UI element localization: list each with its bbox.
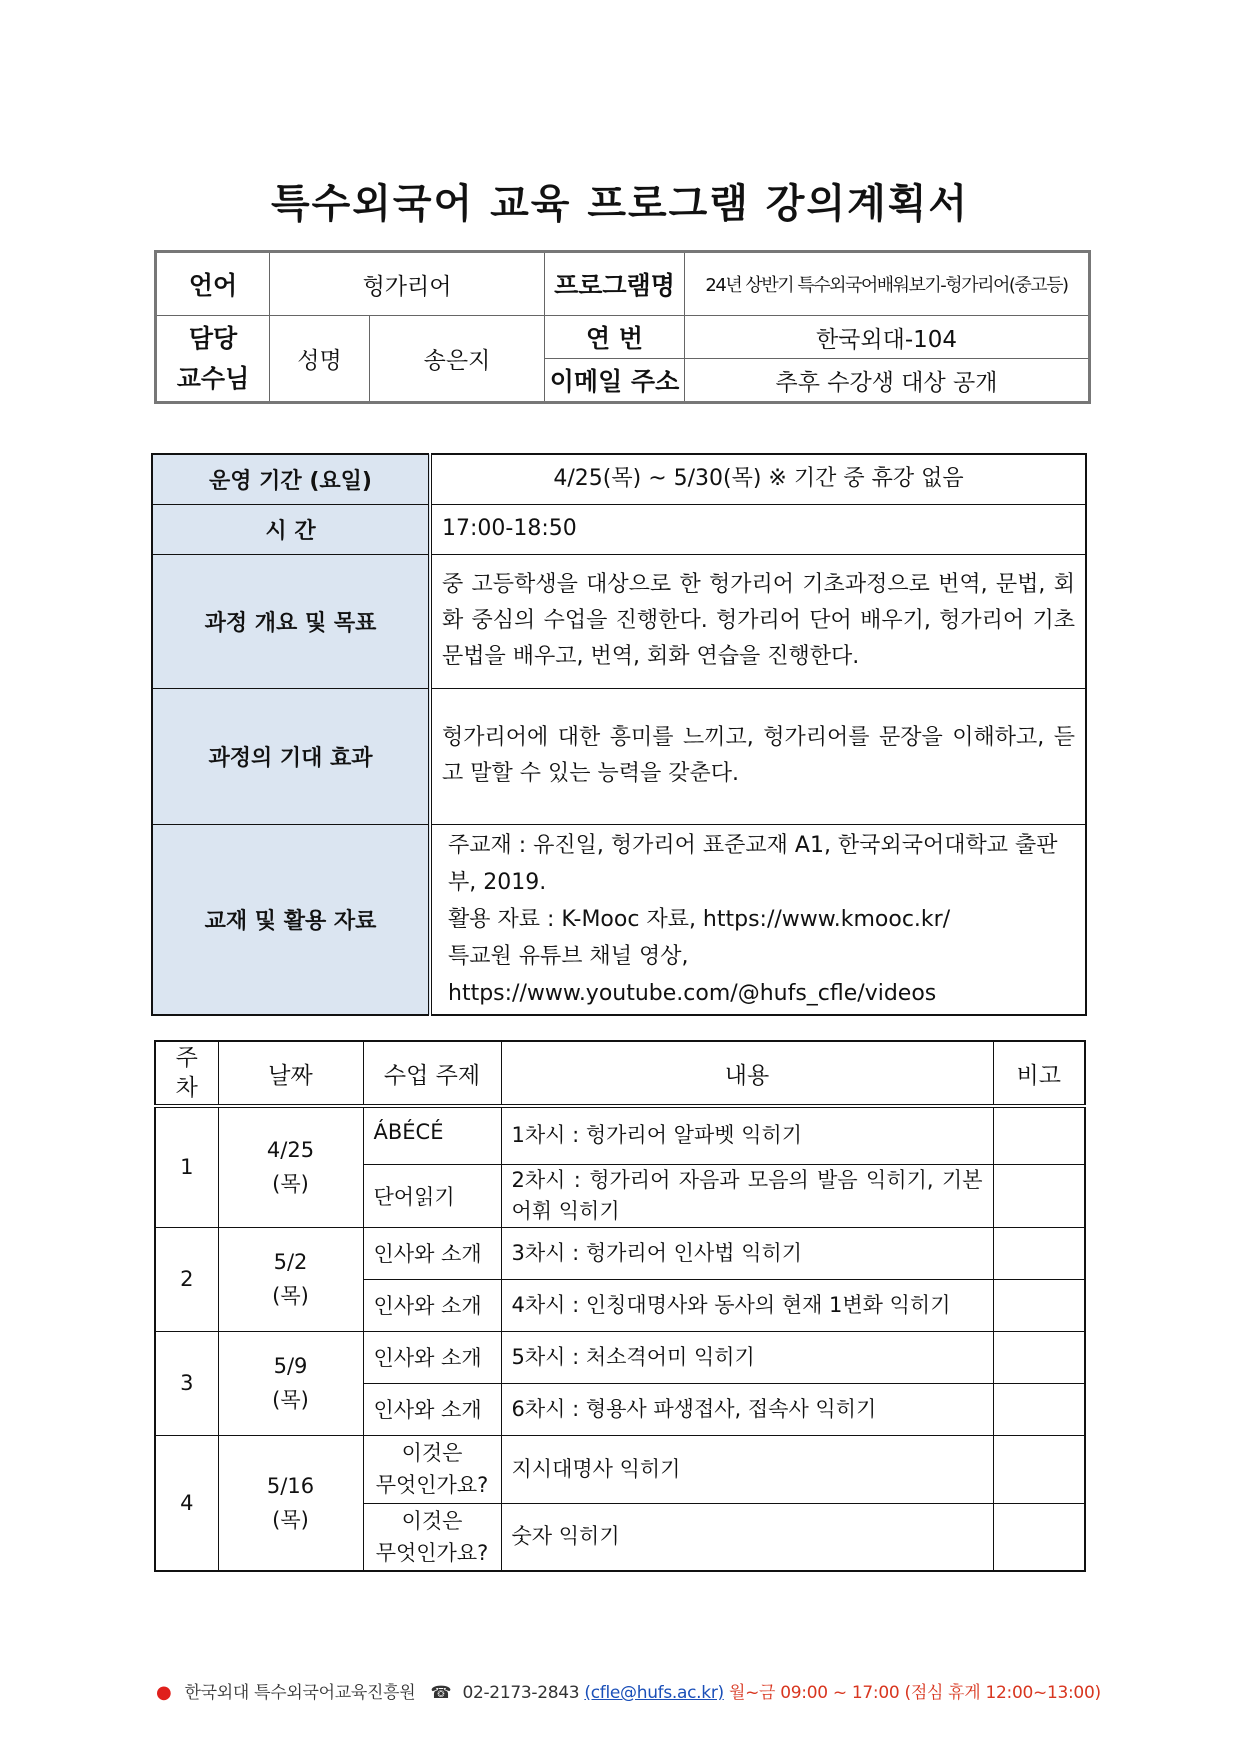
materials-line: 특교원 유튜브 채널 영상, [448, 943, 689, 969]
session-topic: 인사와 소개 [363, 1279, 501, 1331]
effect-label: 과정의 기대 효과 [152, 688, 430, 824]
office-value: 한국외대-104 [685, 316, 1090, 359]
professor-label-line2: 교수님 [176, 363, 250, 393]
session-note [993, 1227, 1085, 1279]
program-label: 프로그램명 [545, 252, 685, 316]
session-content: 1차시 : 헝가리어 알파벳 익히기 [501, 1106, 993, 1164]
topic-line: 이것은 [401, 1508, 463, 1533]
email-label: 이메일 주소 [545, 359, 685, 403]
name-value: 송은지 [370, 316, 545, 403]
day-text: (목) [272, 1172, 309, 1197]
session-content: 지시대명사 익히기 [501, 1435, 993, 1503]
session-note [993, 1106, 1085, 1164]
day-text: (목) [272, 1388, 309, 1412]
session-note [993, 1435, 1085, 1503]
session-content: 4차시 : 인칭대명사와 동사의 현재 1변화 익히기 [501, 1279, 993, 1331]
table-row [155, 1227, 1085, 1279]
phone-icon: ☎ [430, 1683, 452, 1703]
date-text: 4/25 [266, 1138, 315, 1163]
day-text: (목) [272, 1507, 309, 1532]
materials-line: 주교재 : 유진일, 헝가리어 표준교재 A1, 한국외국어대학교 출판부, 2019. [448, 832, 1058, 895]
session-topic: 인사와 소개 [363, 1227, 501, 1279]
session-note [993, 1503, 1085, 1571]
language-label: 언어 [156, 252, 270, 316]
table-row [155, 1106, 1085, 1164]
program-value: 24년 상반기 특수외국어배워보기-헝가리어(중고등) [685, 252, 1090, 316]
session-topic [363, 1503, 501, 1571]
materials-line: https://www.youtube.com/@hufs_cfle/videos [448, 980, 937, 1006]
overview-value: 중 고등학생을 대상으로 한 헝가리어 기초과정으로 번역, 문법, 회화 중심의 수업을 진행한다. 헝가리어 단어 배우기, 헝가리어 기초 문법을 배우고, 번역, 회화 연습을 진행한다. [430, 554, 1086, 688]
session-note [993, 1331, 1085, 1383]
header-topic: 수업 주제 [363, 1041, 501, 1106]
page-title: 특수외국어 교육 프로그램 강의계획서 [270, 181, 970, 227]
time-value: 17:00-18:50 [430, 504, 1086, 554]
date-text: 5/2 [273, 1250, 308, 1274]
name-label: 성명 [270, 316, 370, 403]
language-value: 헝가리어 [270, 252, 545, 316]
date-text: 5/9 [273, 1354, 308, 1378]
period-label: 운영 기간 (요일) [152, 454, 430, 504]
session-content: 숫자 익히기 [501, 1503, 993, 1571]
materials-line: 활용 자료 : K-Mooc 자료, https://www.kmooc.kr/ [448, 906, 951, 932]
week-date [218, 1106, 363, 1227]
materials-value [430, 824, 1086, 1015]
week-number: 4 [155, 1435, 218, 1571]
week-date [218, 1435, 363, 1571]
week-date [218, 1331, 363, 1435]
session-content: 5차시 : 처소격어미 익히기 [501, 1331, 993, 1383]
bullet-icon: ● [156, 1682, 172, 1703]
topic-line: 무엇인가요? [375, 1473, 489, 1497]
day-text: (목) [272, 1284, 309, 1308]
topic-line: 이것은 [401, 1441, 463, 1465]
session-topic: 단어읽기 [363, 1164, 501, 1227]
email-value: 추후 수강생 대상 공개 [685, 359, 1090, 403]
session-topic [363, 1435, 501, 1503]
session-content: 6차시 : 형용사 파생접사, 접속사 익히기 [501, 1383, 993, 1435]
time-label: 시 간 [152, 504, 430, 554]
session-note [993, 1164, 1085, 1227]
session-topic: 인사와 소개 [363, 1331, 501, 1383]
session-topic: 인사와 소개 [363, 1383, 501, 1435]
header-date: 날짜 [218, 1041, 363, 1106]
week-date [218, 1227, 363, 1331]
overview-label: 과정 개요 및 목표 [152, 554, 430, 688]
week-number: 1 [155, 1106, 218, 1227]
period-value: 4/25(목) ~ 5/30(목) ※ 기간 중 휴강 없음 [430, 454, 1086, 504]
table-row [155, 1331, 1085, 1383]
header-content: 내용 [501, 1041, 993, 1106]
professor-label [156, 316, 270, 403]
course-table [151, 453, 1087, 1016]
professor-label-line1: 담당 [188, 323, 238, 353]
office-label: 연 번 [545, 316, 685, 359]
session-note [993, 1383, 1085, 1435]
week-number: 2 [155, 1227, 218, 1331]
date-text: 5/16 [266, 1473, 315, 1498]
info-table [154, 250, 1091, 404]
footer-org: 한국외대 특수외국어교육진흥원 [184, 1683, 416, 1703]
session-topic: ÁBÉCÉ [363, 1106, 501, 1164]
materials-label: 교재 및 활용 자료 [152, 824, 430, 1015]
topic-line: 무엇인가요? [375, 1540, 489, 1565]
header-week: 주차 [155, 1041, 218, 1106]
effect-value: 헝가리어에 대한 흥미를 느끼고, 헝가리어를 문장을 이해하고, 듣고 말할 수 있는 능력을 갖춘다. [430, 688, 1086, 824]
session-note [993, 1279, 1085, 1331]
footer-email-link[interactable]: (cfle@hufs.ac.kr) [584, 1683, 724, 1703]
footer [156, 1678, 1216, 1703]
week-number: 3 [155, 1331, 218, 1435]
schedule-table [154, 1040, 1086, 1572]
footer-hours: 월~금 09:00 ~ 17:00 (점심 휴게 12:00~13:00) [728, 1683, 1101, 1703]
header-note: 비고 [993, 1041, 1085, 1106]
session-content: 3차시 : 헝가리어 인사법 익히기 [501, 1227, 993, 1279]
table-row [155, 1435, 1085, 1503]
footer-phone: 02-2173-2843 [462, 1683, 580, 1703]
session-content: 2차시 : 헝가리어 자음과 모음의 발음 익히기, 기본 어휘 익히기 [501, 1164, 993, 1227]
